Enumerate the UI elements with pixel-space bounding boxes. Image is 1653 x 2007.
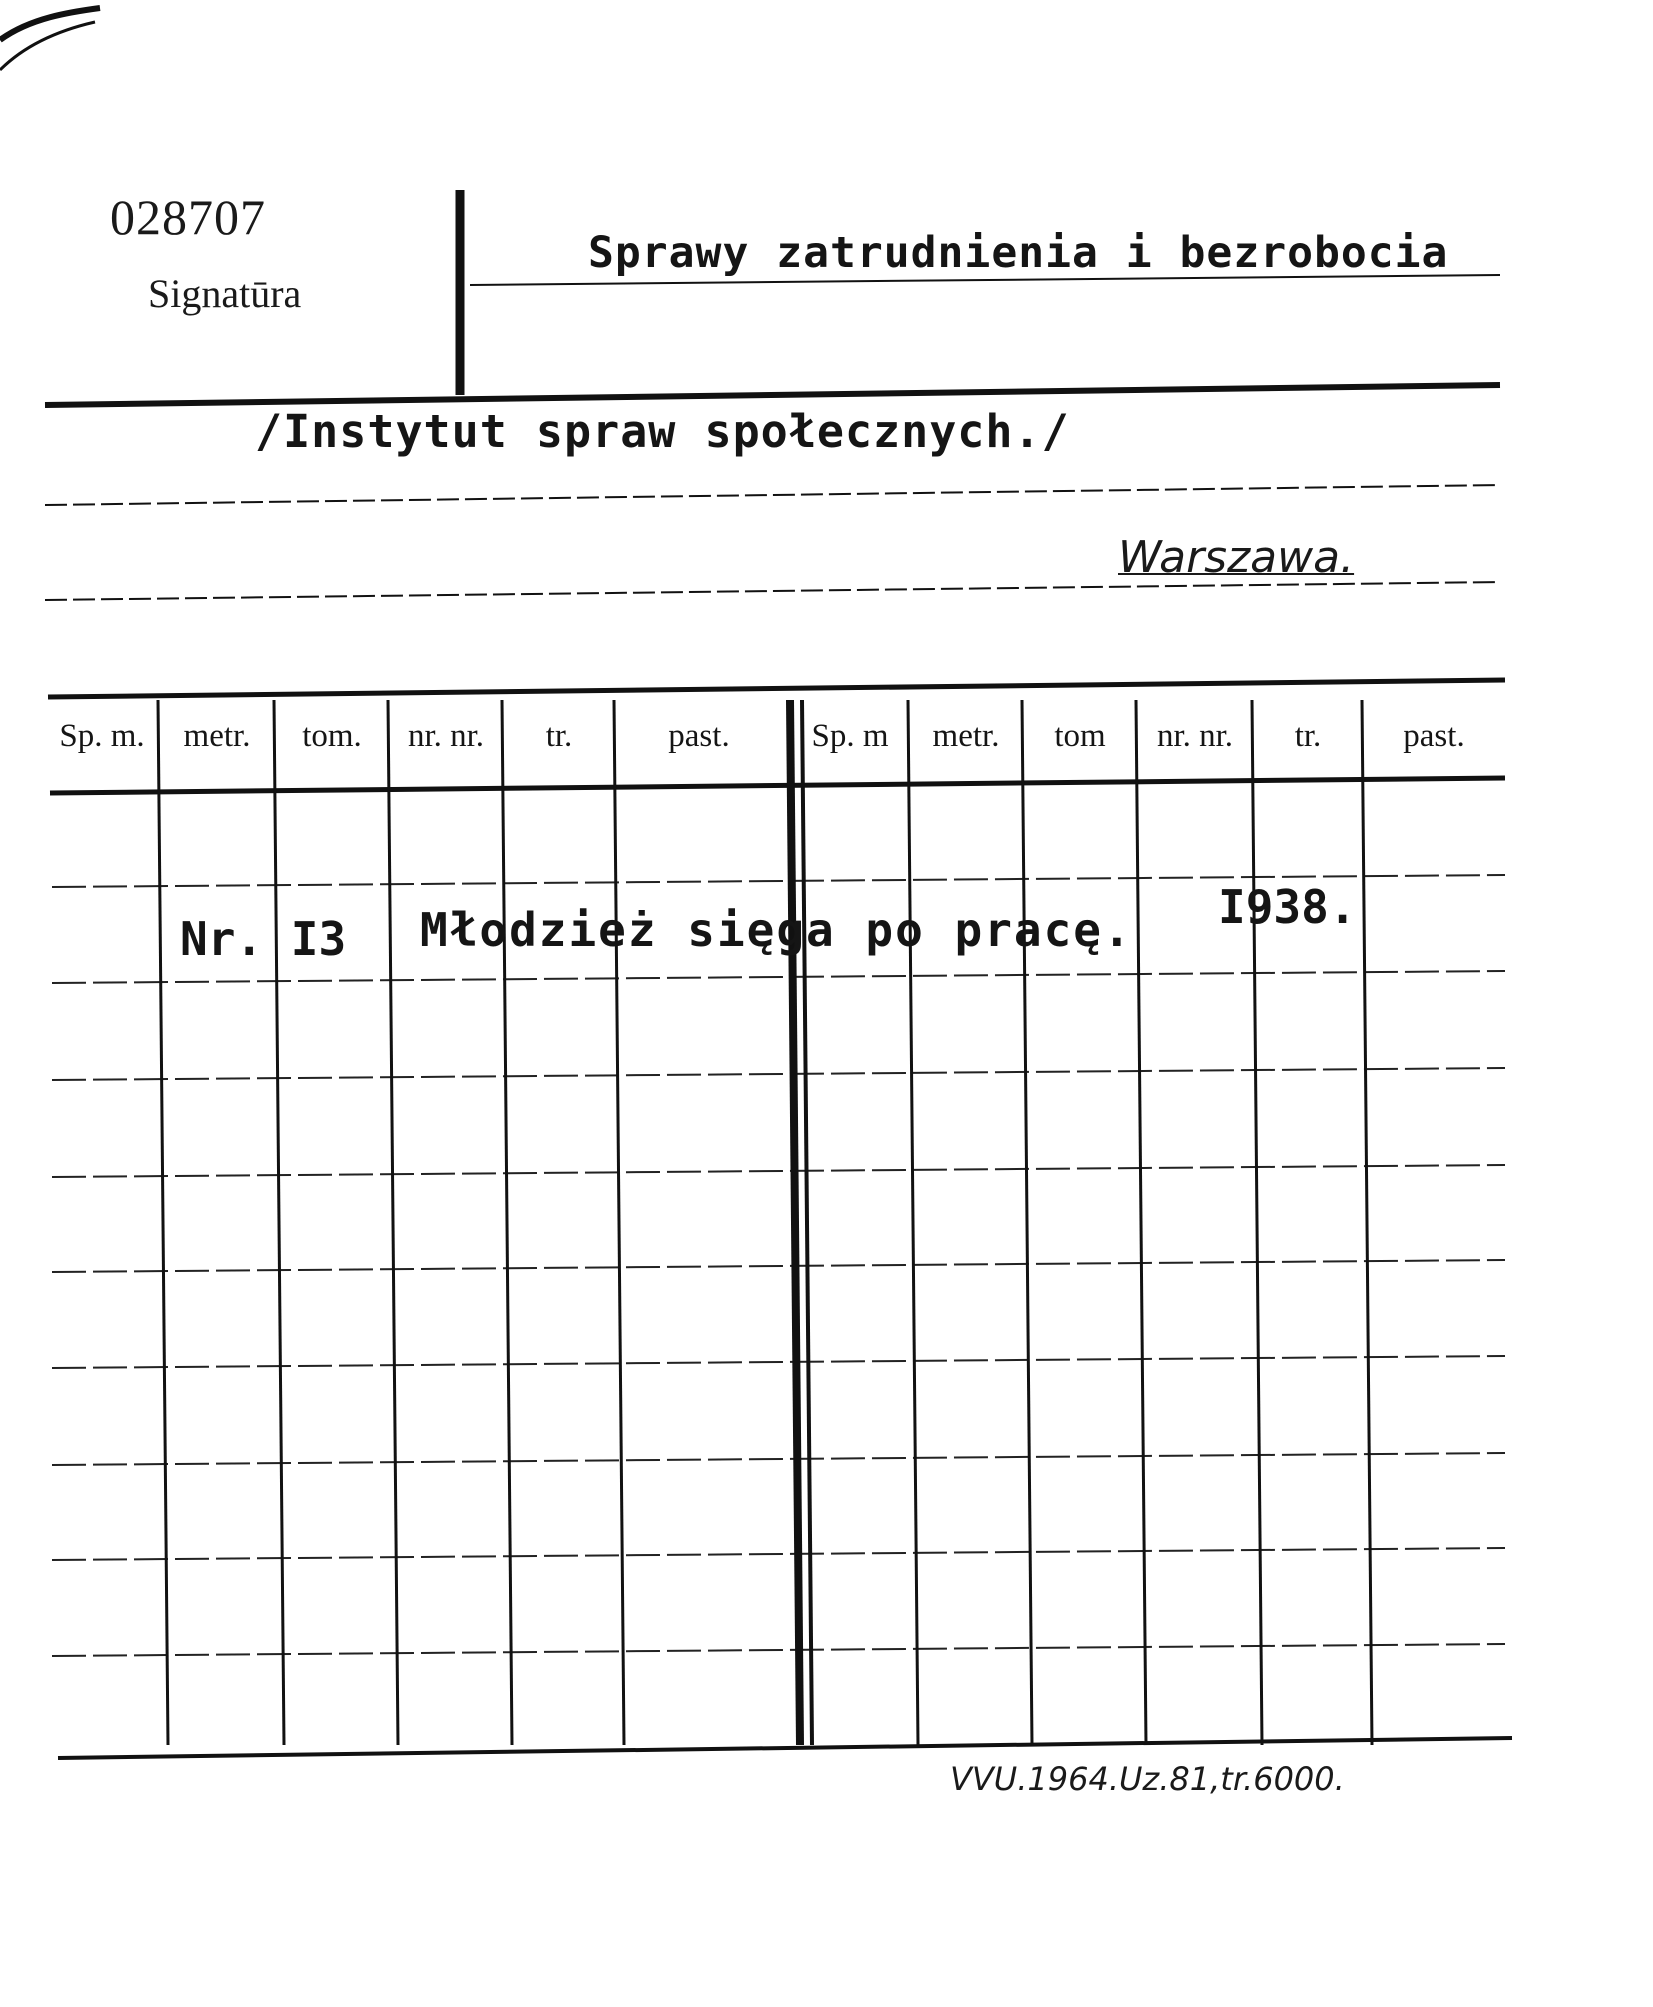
institution-name: /Instytut spraw społecznych./ bbox=[255, 405, 1070, 458]
column-rule bbox=[274, 700, 284, 1745]
archive-note: VVU.1964.Uz.81,tr.6000. bbox=[950, 1760, 1345, 1798]
table-header-rule bbox=[50, 778, 1505, 793]
column-rule bbox=[790, 700, 800, 1745]
entry-title: Młodzież sięga po pracę. bbox=[420, 903, 1133, 957]
column-rule bbox=[614, 700, 624, 1745]
row-rule bbox=[52, 971, 1505, 983]
column-header: metr. bbox=[932, 718, 1000, 754]
column-header: tom. bbox=[302, 718, 362, 754]
subject-title: Sprawy zatrudnienia i bezrobocia bbox=[588, 228, 1449, 278]
row-rule bbox=[52, 1165, 1505, 1177]
writing-line bbox=[45, 582, 1500, 600]
entry-number: Nr. I3 bbox=[180, 912, 347, 966]
writing-line bbox=[45, 485, 1500, 505]
column-header: nr. nr. bbox=[407, 718, 485, 754]
table-bottom-rule bbox=[58, 1738, 1512, 1758]
column-rule bbox=[1362, 700, 1372, 1745]
row-rule bbox=[52, 1260, 1505, 1272]
column-header: tom bbox=[1054, 718, 1106, 754]
column-header: metr. bbox=[183, 718, 251, 754]
center-double-rule bbox=[802, 700, 812, 1745]
row-rule bbox=[52, 1453, 1505, 1465]
column-header: nr. nr. bbox=[1156, 718, 1234, 754]
column-rule bbox=[908, 700, 918, 1745]
table-top-rule bbox=[48, 680, 1505, 697]
column-header: past. bbox=[1403, 718, 1465, 754]
row-rule bbox=[52, 1644, 1505, 1656]
signature-number: 028707 bbox=[110, 189, 266, 245]
column-rule bbox=[388, 700, 398, 1745]
row-rule bbox=[52, 1548, 1505, 1560]
column-rule bbox=[502, 700, 512, 1745]
column-header: past. bbox=[668, 718, 730, 754]
column-rule bbox=[158, 700, 168, 1745]
entry-year: I938. bbox=[1218, 880, 1357, 934]
column-header: Sp. m bbox=[811, 718, 889, 754]
column-rule bbox=[1022, 700, 1032, 1745]
place-name: Warszawa. bbox=[1118, 532, 1355, 583]
column-header: tr. bbox=[1294, 718, 1322, 754]
column-rule bbox=[1136, 700, 1146, 1745]
header-bottom-rule bbox=[45, 385, 1500, 405]
column-rule bbox=[1252, 700, 1262, 1745]
column-header: Sp. m. bbox=[59, 718, 145, 754]
row-rule bbox=[52, 1356, 1505, 1368]
column-header: tr. bbox=[545, 718, 573, 754]
row-rule bbox=[52, 1068, 1505, 1080]
signature-label: Signatūra bbox=[148, 271, 302, 316]
